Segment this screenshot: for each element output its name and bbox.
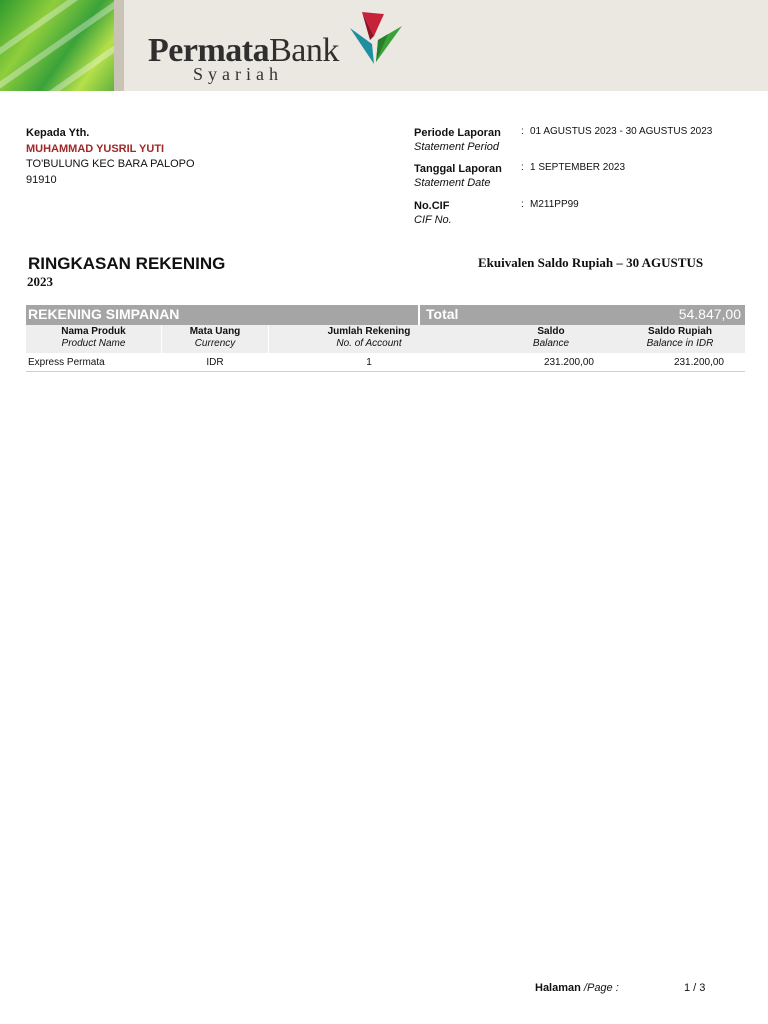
page-label-text: Halaman — [535, 982, 581, 994]
savings-total-value: 54.847,00 — [678, 306, 741, 322]
cif-value: M211PP99 — [530, 199, 579, 210]
bank-logo-icon — [344, 10, 404, 66]
column-label: Saldo — [537, 326, 565, 337]
column-label: Mata Uang — [189, 326, 241, 337]
column-label: Jumlah Rekening — [327, 326, 411, 337]
column-header-currency — [162, 326, 268, 350]
cell-product: Express Permata — [28, 357, 105, 368]
summary-equivalent: Ekuivalen Saldo Rupiah – 30 AGUSTUS — [478, 255, 704, 270]
recipient-address — [26, 126, 195, 188]
column-label-en: Currency — [194, 338, 236, 349]
column-header-accounts — [269, 326, 469, 350]
summary-title: RINGKASAN REKENING — [28, 254, 226, 273]
cell-accounts: 1 — [366, 357, 372, 368]
savings-total-bar — [420, 305, 745, 325]
column-label-en: Balance in IDR — [646, 338, 714, 349]
cell-balance: 231.200,00 — [543, 357, 594, 368]
statement-date — [414, 162, 626, 191]
cif-label: No.CIF — [414, 200, 450, 212]
page-label-en: /Page : — [583, 982, 619, 994]
column-label: Nama Produk — [61, 326, 126, 337]
summary-year: 2023 — [27, 274, 53, 289]
statement-period-label: Periode Laporan — [414, 127, 501, 139]
statement-period-label-en: Statement Period — [414, 141, 499, 153]
recipient-name: MUHAMMAD YUSRIL YUTI — [26, 142, 165, 155]
savings-total-label: Total — [426, 306, 459, 322]
colon: : — [521, 199, 524, 210]
page-number: 1 / 3 — [684, 982, 706, 994]
header-divider — [114, 0, 124, 91]
recipient-address-line: TO'BULUNG KEC BARA PALOPO — [26, 158, 195, 170]
cell-currency: IDR — [206, 357, 224, 368]
statement-period — [414, 126, 713, 155]
column-label-en: Balance — [532, 338, 570, 349]
statement-period-value: 01 AGUSTUS 2023 - 30 AGUSTUS 2023 — [530, 126, 713, 137]
statement-date-value: 1 SEPTEMBER 2023 — [530, 162, 626, 173]
header-band — [0, 0, 768, 91]
header-graphic — [0, 0, 124, 91]
cif-label-en: CIF No. — [414, 214, 452, 226]
column-label-en: No. of Account — [336, 338, 402, 349]
column-label: Saldo Rupiah — [648, 326, 712, 337]
colon: : — [521, 126, 524, 137]
table-row — [26, 356, 745, 372]
recipient-postal: 91910 — [26, 173, 57, 186]
logo-main-text: Permata — [148, 32, 270, 69]
logo-subtitle: Syariah — [193, 64, 283, 84]
statement-date-label: Tanggal Laporan — [414, 163, 502, 175]
column-header-product — [26, 326, 161, 350]
column-label-en: Product Name — [61, 338, 126, 349]
logo-bank-text: Bank — [269, 32, 339, 69]
column-header-balance-idr — [626, 326, 734, 350]
colon: : — [521, 162, 524, 173]
cif-number — [414, 199, 579, 228]
cell-balance-idr: 231.200,00 — [673, 357, 724, 368]
savings-bar — [26, 305, 418, 325]
table-header — [26, 325, 745, 353]
page-label — [535, 982, 619, 994]
savings-title: REKENING SIMPANAN — [28, 306, 180, 322]
column-header-balance — [496, 326, 606, 350]
statement-date-label-en: Statement Date — [414, 177, 491, 189]
greeting: Kepada Yth. — [26, 127, 90, 139]
